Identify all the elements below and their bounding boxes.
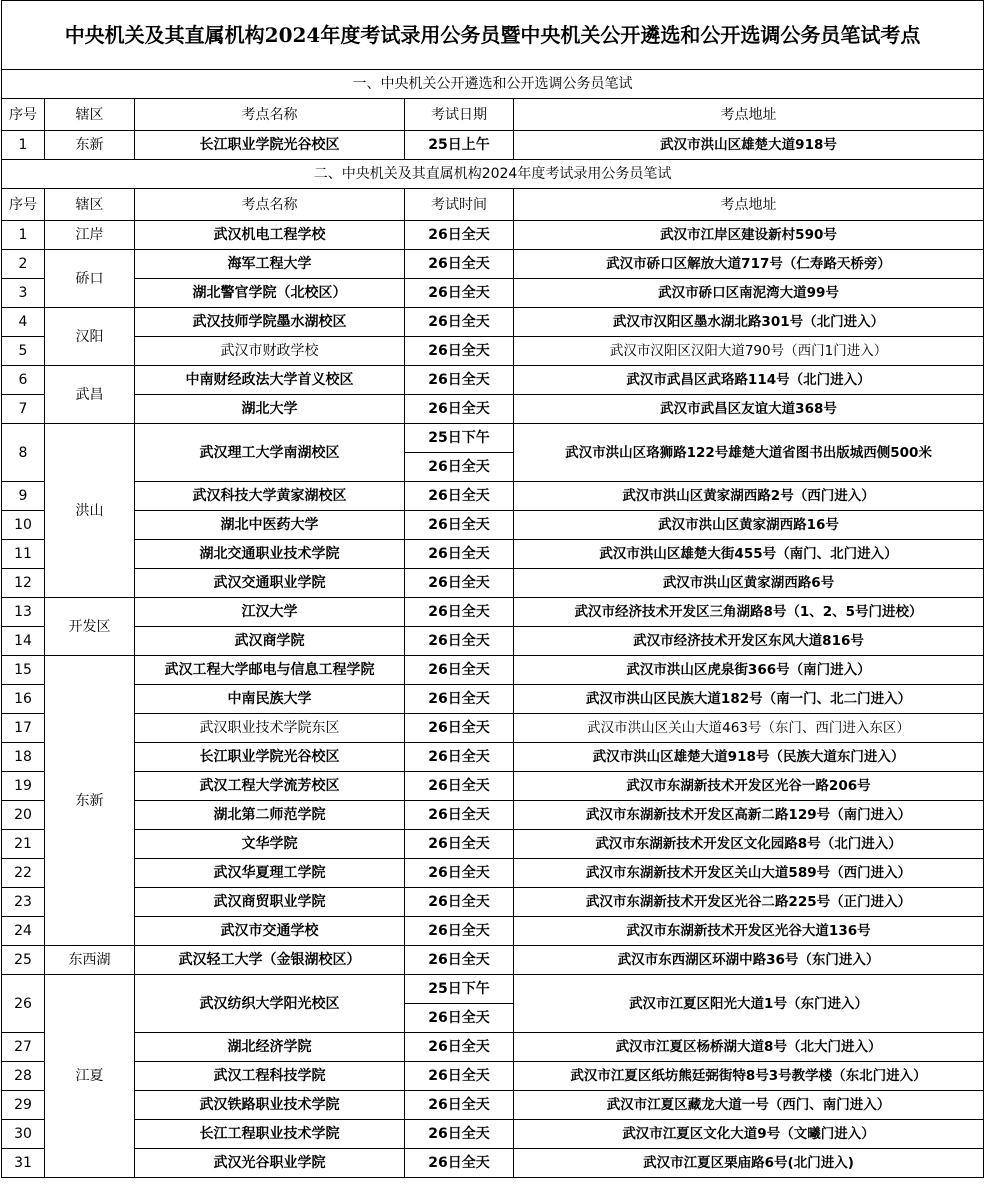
table-row [2, 131, 984, 160]
row-no: 1 [2, 221, 45, 250]
table-row [2, 859, 984, 888]
row-no: 9 [2, 482, 45, 511]
table-row [2, 1149, 984, 1178]
row-site-name: 湖北第二师范学院 [135, 801, 405, 830]
table-row [2, 1091, 984, 1120]
row-site-name: 长江职业学院光谷校区 [135, 131, 405, 160]
district-cell: 武昌 [45, 366, 135, 424]
row-no: 31 [2, 1149, 45, 1178]
row-address: 武汉市洪山区黄家湖西路6号 [514, 569, 984, 598]
row-address: 武汉市汉阳区墨水湖北路301号（北门进入） [514, 308, 984, 337]
section1-header-row [2, 99, 984, 131]
row-no: 15 [2, 656, 45, 685]
row-no: 21 [2, 830, 45, 859]
row-site-name: 武汉铁路职业技术学院 [135, 1091, 405, 1120]
row-site-name: 文华学院 [135, 830, 405, 859]
table-row [2, 1120, 984, 1149]
col-header-date: 考试日期 [405, 99, 514, 131]
row-time: 26日全天 [405, 772, 514, 801]
row-time: 26日全天 [405, 1149, 514, 1178]
row-time: 26日全天 [405, 714, 514, 743]
table-row [2, 801, 984, 830]
row-address: 武汉市武昌区武珞路114号（北门进入） [514, 366, 984, 395]
row-site-name: 中南财经政法大学首义校区 [135, 366, 405, 395]
col-header-no: 序号 [2, 189, 45, 221]
row-address: 武汉市江夏区阳光大道1号（东门进入） [514, 975, 984, 1033]
row-time: 26日全天 [405, 598, 514, 627]
row-site-name: 武汉机电工程学校 [135, 221, 405, 250]
page-title: 中央机关及其直属机构2024年度考试录用公务员暨中央机关公开遴选和公开选调公务员笔试考点 [2, 1, 984, 70]
row-no: 28 [2, 1062, 45, 1091]
row-no: 17 [2, 714, 45, 743]
row-time: 26日全天 [405, 1062, 514, 1091]
row-no: 26 [2, 975, 45, 1033]
row-no: 1 [2, 131, 45, 160]
row-address: 武汉市洪山区雄楚大街455号（南门、北门进入） [514, 540, 984, 569]
row-time: 26日全天 [405, 279, 514, 308]
row-site-name: 江汉大学 [135, 598, 405, 627]
row-time: 26日全天 [405, 511, 514, 540]
row-no: 19 [2, 772, 45, 801]
row-address: 武汉市洪山区雄楚大道918号 [514, 131, 984, 160]
row-address: 武汉市汉阳区汉阳大道790号（西门1门进入） [514, 337, 984, 366]
row-site-name: 武汉理工大学南湖校区 [135, 424, 405, 482]
row-no: 13 [2, 598, 45, 627]
district-cell: 东新 [45, 656, 135, 946]
table-row [2, 975, 984, 1004]
row-time: 26日全天 [405, 1091, 514, 1120]
row-no: 29 [2, 1091, 45, 1120]
district-cell: 江夏 [45, 975, 135, 1178]
row-site-name: 武汉纺织大学阳光校区 [135, 975, 405, 1033]
row-address: 武汉市东湖新技术开发区关山大道589号（西门进入） [514, 859, 984, 888]
row-site-name: 湖北交通职业技术学院 [135, 540, 405, 569]
table-row [2, 337, 984, 366]
col-header-district: 辖区 [45, 189, 135, 221]
table-row [2, 569, 984, 598]
row-address: 武汉市东湖新技术开发区光谷大道136号 [514, 917, 984, 946]
row-address: 武汉市洪山区民族大道182号（南一门、北二门进入） [514, 685, 984, 714]
row-address: 武汉市硚口区解放大道717号（仁寿路天桥旁） [514, 250, 984, 279]
row-address: 武汉市经济技术开发区三角湖路8号（1、2、5号门进校） [514, 598, 984, 627]
col-header-address: 考点地址 [514, 189, 984, 221]
row-address: 武汉市武昌区友谊大道368号 [514, 395, 984, 424]
table-row [2, 888, 984, 917]
district-cell: 洪山 [45, 424, 135, 598]
row-address: 武汉市洪山区黄家湖西路2号（西门进入） [514, 482, 984, 511]
row-site-name: 武汉市财政学校 [135, 337, 405, 366]
table-row [2, 598, 984, 627]
table-row [2, 395, 984, 424]
table-row [2, 772, 984, 801]
table-row [2, 540, 984, 569]
table-row [2, 308, 984, 337]
row-site-name: 武汉光谷职业学院 [135, 1149, 405, 1178]
row-address: 武汉市东湖新技术开发区光谷一路206号 [514, 772, 984, 801]
row-address: 武汉市东湖新技术开发区光谷二路225号（正门进入） [514, 888, 984, 917]
row-time: 26日全天 [405, 569, 514, 598]
col-header-name: 考点名称 [135, 189, 405, 221]
row-no: 10 [2, 511, 45, 540]
row-time: 26日全天 [405, 685, 514, 714]
row-time: 25日上午 [405, 131, 514, 160]
section2-heading: 二、中央机关及其直属机构2024年度考试录用公务员笔试 [2, 160, 984, 189]
row-address: 武汉市东西湖区环湖中路36号（东门进入） [514, 946, 984, 975]
section1-heading: 一、中央机关公开遴选和公开选调公务员笔试 [2, 70, 984, 99]
row-site-name: 武汉商贸职业学院 [135, 888, 405, 917]
table-row [2, 1033, 984, 1062]
district-cell: 硚口 [45, 250, 135, 308]
district-cell: 汉阳 [45, 308, 135, 366]
row-address: 武汉市洪山区虎泉街366号（南门进入） [514, 656, 984, 685]
table-row [2, 656, 984, 685]
row-address: 武汉市江夏区藏龙大道一号（西门、南门进入） [514, 1091, 984, 1120]
row-site-name: 中南民族大学 [135, 685, 405, 714]
table-row [2, 917, 984, 946]
table-row [2, 366, 984, 395]
row-site-name: 武汉职业技术学院东区 [135, 714, 405, 743]
district-cell: 东西湖 [45, 946, 135, 975]
row-no: 18 [2, 743, 45, 772]
row-no: 7 [2, 395, 45, 424]
col-header-district: 辖区 [45, 99, 135, 131]
row-site-name: 武汉工程科技学院 [135, 1062, 405, 1091]
table-row [2, 714, 984, 743]
district-cell: 江岸 [45, 221, 135, 250]
row-address: 武汉市洪山区关山大道463号（东门、西门进入东区） [514, 714, 984, 743]
row-no: 23 [2, 888, 45, 917]
row-no: 8 [2, 424, 45, 482]
district-cell: 开发区 [45, 598, 135, 656]
row-no: 24 [2, 917, 45, 946]
row-site-name: 武汉交通职业学院 [135, 569, 405, 598]
row-site-name: 武汉科技大学黄家湖校区 [135, 482, 405, 511]
row-time: 26日全天 [405, 482, 514, 511]
row-address: 武汉市洪山区黄家湖西路16号 [514, 511, 984, 540]
row-time: 26日全天 [405, 917, 514, 946]
row-address: 武汉市江夏区杨桥湖大道8号（北大门进入） [514, 1033, 984, 1062]
table-row [2, 685, 984, 714]
row-no: 12 [2, 569, 45, 598]
row-site-name: 湖北警官学院（北校区） [135, 279, 405, 308]
row-no: 5 [2, 337, 45, 366]
row-time: 26日全天 [405, 221, 514, 250]
row-time: 26日全天 [405, 1004, 514, 1033]
table-row [2, 279, 984, 308]
row-no: 2 [2, 250, 45, 279]
row-time: 26日全天 [405, 830, 514, 859]
row-site-name: 武汉轻工大学（金银湖校区） [135, 946, 405, 975]
table-row [2, 482, 984, 511]
table-row [2, 830, 984, 859]
row-address: 武汉市江岸区建设新村590号 [514, 221, 984, 250]
row-no: 14 [2, 627, 45, 656]
row-address: 武汉市硚口区南泥湾大道99号 [514, 279, 984, 308]
table-row [2, 221, 984, 250]
row-time: 26日全天 [405, 540, 514, 569]
row-address: 武汉市经济技术开发区东风大道816号 [514, 627, 984, 656]
row-address: 武汉市江夏区纸坊熊廷弼街特8号3号教学楼（东北门进入） [514, 1062, 984, 1091]
row-site-name: 武汉市交通学校 [135, 917, 405, 946]
row-no: 11 [2, 540, 45, 569]
table-row [2, 1062, 984, 1091]
row-time: 26日全天 [405, 627, 514, 656]
table-row [2, 424, 984, 453]
row-site-name: 长江职业学院光谷校区 [135, 743, 405, 772]
row-no: 6 [2, 366, 45, 395]
row-time: 26日全天 [405, 743, 514, 772]
row-time: 26日全天 [405, 1120, 514, 1149]
row-site-name: 武汉工程大学流芳校区 [135, 772, 405, 801]
table-row [2, 511, 984, 540]
row-time: 26日全天 [405, 250, 514, 279]
row-site-name: 长江工程职业技术学院 [135, 1120, 405, 1149]
row-time: 26日全天 [405, 308, 514, 337]
row-time: 26日全天 [405, 337, 514, 366]
row-address: 武汉市洪山区珞狮路122号雄楚大道省图书出版城西侧500米 [514, 424, 984, 482]
row-time: 26日全天 [405, 395, 514, 424]
row-time: 26日全天 [405, 453, 514, 482]
row-address: 武汉市江夏区文化大道9号（文曦门进入） [514, 1120, 984, 1149]
row-time: 25日下午 [405, 424, 514, 453]
table-row [2, 946, 984, 975]
row-address: 武汉市洪山区雄楚大道918号（民族大道东门进入） [514, 743, 984, 772]
row-site-name: 武汉商学院 [135, 627, 405, 656]
row-site-name: 武汉工程大学邮电与信息工程学院 [135, 656, 405, 685]
col-header-address: 考点地址 [514, 99, 984, 131]
row-site-name: 海军工程大学 [135, 250, 405, 279]
row-address: 武汉市江夏区栗庙路6号(北门进入) [514, 1149, 984, 1178]
table-row [2, 627, 984, 656]
row-no: 16 [2, 685, 45, 714]
row-time: 26日全天 [405, 366, 514, 395]
row-address: 武汉市东湖新技术开发区文化园路8号（北门进入） [514, 830, 984, 859]
row-no: 4 [2, 308, 45, 337]
table-row [2, 250, 984, 279]
col-header-no: 序号 [2, 99, 45, 131]
row-no: 20 [2, 801, 45, 830]
row-no: 25 [2, 946, 45, 975]
row-time: 26日全天 [405, 888, 514, 917]
section2-header-row [2, 189, 984, 221]
col-header-time: 考试时间 [405, 189, 514, 221]
table-row [2, 743, 984, 772]
row-site-name: 武汉技师学院墨水湖校区 [135, 308, 405, 337]
row-time: 26日全天 [405, 1033, 514, 1062]
row-site-name: 湖北中医药大学 [135, 511, 405, 540]
row-site-name: 湖北大学 [135, 395, 405, 424]
row-no: 22 [2, 859, 45, 888]
row-site-name: 武汉华夏理工学院 [135, 859, 405, 888]
row-no: 3 [2, 279, 45, 308]
row-no: 30 [2, 1120, 45, 1149]
row-address: 武汉市东湖新技术开发区高新二路129号（南门进入） [514, 801, 984, 830]
row-time: 26日全天 [405, 801, 514, 830]
row-no: 27 [2, 1033, 45, 1062]
exam-sites-table [1, 0, 984, 1178]
row-time: 26日全天 [405, 656, 514, 685]
row-time: 26日全天 [405, 859, 514, 888]
row-site-name: 湖北经济学院 [135, 1033, 405, 1062]
row-district: 东新 [45, 131, 135, 160]
row-time: 25日下午 [405, 975, 514, 1004]
row-time: 26日全天 [405, 946, 514, 975]
col-header-name: 考点名称 [135, 99, 405, 131]
